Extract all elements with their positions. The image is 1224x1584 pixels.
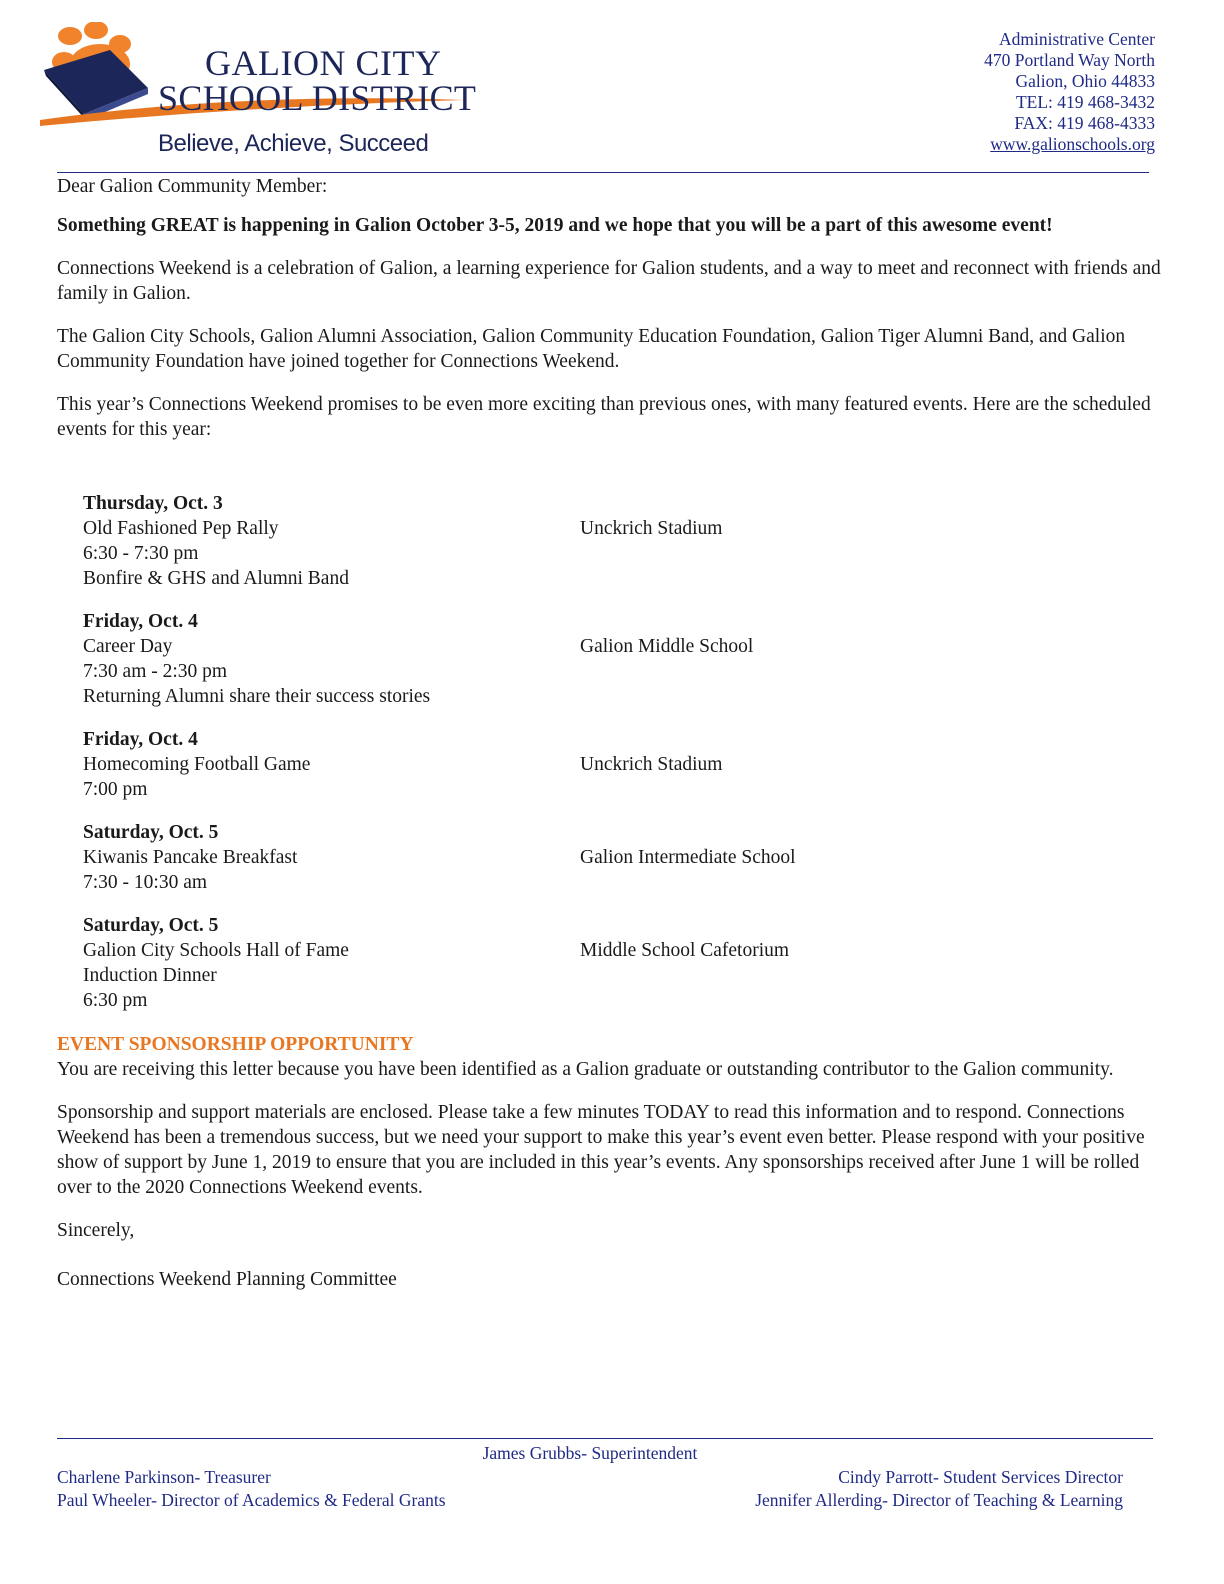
- event-title: Old Fashioned Pep Rally: [83, 518, 279, 539]
- header-divider: [57, 172, 1149, 173]
- event-item: [83, 820, 883, 895]
- student-services-director-name: Cindy Parrott- Student Services Director: [838, 1467, 1123, 1487]
- partners-paragraph: The Galion City Schools, Galion Alumni Association, Galion Community Education Foundation, Galion Tiger Alumni Band, and Galion Community Foundation have joined together for Connections Weekend.: [57, 326, 1126, 372]
- logo-tagline: Believe, Achieve, Succeed: [158, 130, 429, 157]
- admin-tel: TEL: 419 468-3432: [1015, 92, 1155, 112]
- event-schedule: [83, 491, 883, 1031]
- event-day: Saturday, Oct. 5: [83, 822, 219, 843]
- event-location: Galion Middle School: [580, 636, 754, 657]
- closing-salutation: Sincerely,: [57, 1220, 135, 1241]
- event-location: Unckrich Stadium: [580, 754, 723, 775]
- letter-body: [57, 174, 1162, 460]
- logo-title-line2: SCHOOL DISTRICT: [158, 78, 477, 118]
- intro-paragraph: Connections Weekend is a celebration of Galion, a learning experience for Galion students, and a way to meet and reconnect with friends and family in Galion.: [57, 258, 1161, 304]
- event-title: Galion City Schools Hall of Fame: [83, 940, 349, 961]
- event-day: Thursday, Oct. 3: [83, 493, 223, 514]
- event-day: Saturday, Oct. 5: [83, 915, 219, 936]
- event-day: Friday, Oct. 4: [83, 611, 198, 632]
- signature: Connections Weekend Planning Committee: [57, 1269, 397, 1290]
- event-title: Kiwanis Pancake Breakfast: [83, 847, 298, 868]
- website-link[interactable]: www.galionschools.org: [990, 134, 1155, 154]
- event-item: [83, 491, 883, 591]
- logo-title-line1: GALION CITY: [205, 43, 442, 83]
- event-location: Middle School Cafetorium: [580, 940, 790, 961]
- admin-city: Galion, Ohio 44833: [1015, 71, 1155, 91]
- support-text: Sponsorship and support materials are enclosed. Please take a few minutes TODAY to read this information and to respond. Connections Weekend has been a tremendous success, but we need your support to make this year’s event even better. Please respond with your positive show of support by June 1, 2019 to ensure that you are included in this year’s events. Any sponsorships received after June 1 will be rolled over to the 2020 Connections Weekend events.: [57, 1102, 1145, 1198]
- teaching-director-name: Jennifer Allerding- Director of Teaching & Learning: [755, 1490, 1123, 1510]
- event-location: Unckrich Stadium: [580, 518, 723, 539]
- events-intro-paragraph: This year’s Connections Weekend promises to be even more exciting than previous ones, with many featured events. Here are the scheduled events for this year:: [57, 394, 1151, 440]
- event-time: 7:30 am - 2:30 pm: [83, 661, 228, 682]
- event-title: Career Day: [83, 636, 173, 657]
- event-detail: Bonfire & GHS and Alumni Band: [83, 568, 349, 589]
- sponsorship-heading: EVENT SPONSORSHIP OPPORTUNITY: [57, 1034, 414, 1055]
- event-item: [83, 913, 883, 1013]
- lead-statement: Something GREAT is happening in Galion October 3-5, 2019 and we hope that you will be a part of this awesome event!: [57, 215, 1053, 236]
- superintendent-name: James Grubbs- Superintendent: [482, 1443, 698, 1463]
- staff-footer: [57, 1442, 1123, 1512]
- event-title: Homecoming Football Game: [83, 754, 311, 775]
- admin-fax: FAX: 419 468-4333: [1014, 113, 1155, 133]
- event-location: Galion Intermediate School: [580, 847, 796, 868]
- salutation: Dear Galion Community Member:: [57, 176, 328, 197]
- footer-divider: [57, 1438, 1153, 1439]
- treasurer-name: Charlene Parkinson- Treasurer: [57, 1467, 271, 1487]
- district-logo: [40, 22, 477, 157]
- event-time: 7:30 - 10:30 am: [83, 872, 208, 893]
- event-detail: Returning Alumni share their success stories: [83, 686, 431, 707]
- academics-director-name: Paul Wheeler- Director of Academics & Federal Grants: [57, 1490, 446, 1510]
- event-time: 6:30 - 7:30 pm: [83, 543, 199, 564]
- admin-street: 470 Portland Way North: [984, 50, 1155, 70]
- sponsorship-section: [57, 1032, 1162, 1310]
- event-day: Friday, Oct. 4: [83, 729, 198, 750]
- sponsorship-text: You are receiving this letter because you have been identified as a Galion graduate or outstanding contributor to the Galion community.: [57, 1059, 1114, 1080]
- admin-contact-block: [984, 29, 1155, 155]
- admin-title: Administrative Center: [998, 29, 1155, 49]
- event-item: [83, 727, 883, 802]
- event-title-continued: Induction Dinner: [83, 965, 217, 986]
- event-item: [83, 609, 883, 709]
- event-time: 7:00 pm: [83, 779, 148, 800]
- event-time: 6:30 pm: [83, 990, 148, 1011]
